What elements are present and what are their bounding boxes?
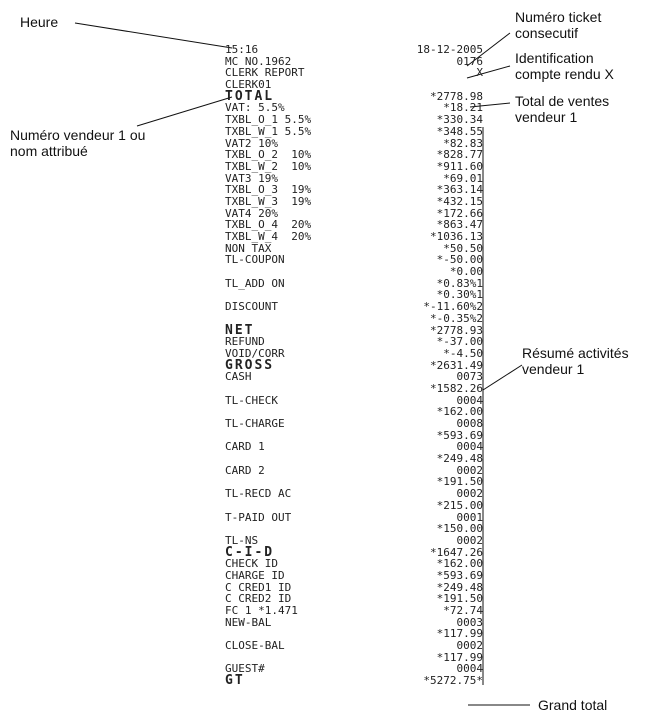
receipt-line-value: *1647.26 xyxy=(430,545,483,559)
receipt-line-value: 0073 xyxy=(456,370,483,384)
receipt-line xyxy=(225,266,483,278)
receipt-line xyxy=(225,254,483,266)
receipt-line-label: GROSS xyxy=(225,357,275,373)
receipt-line-label: C-I-D xyxy=(225,544,275,560)
receipt-line-label: TXBL_O_3 19% xyxy=(225,183,312,197)
receipt-line-value: 0004 xyxy=(456,440,483,454)
receipt-line-label: TL-RECD AC xyxy=(225,487,292,501)
receipt-line-label: CARD 2 xyxy=(225,463,265,477)
label-resume-activites: Résumé activités vendeur 1 xyxy=(522,345,629,377)
receipt-line-value: *191.50 xyxy=(436,475,483,489)
receipt-line xyxy=(225,383,483,395)
receipt-line-value: 0001 xyxy=(456,510,483,524)
receipt-line xyxy=(225,570,483,582)
receipt-line-value: 0008 xyxy=(456,417,483,430)
receipt-line-label: T-PAID OUT xyxy=(225,510,292,524)
receipt-line-label: CLERK01 xyxy=(225,78,272,92)
receipt-line-label: VAT: 5.5% xyxy=(225,101,285,115)
receipt-line-value: *162.00 xyxy=(436,557,483,571)
receipt-line-value: *593.69 xyxy=(436,568,483,582)
receipt-line-label: GUEST# xyxy=(225,662,265,676)
receipt-line-label: VAT3 19% xyxy=(225,171,278,185)
receipt-line-value: *-37.00 xyxy=(436,335,483,349)
receipt-line-label: TL-COUPON xyxy=(225,253,285,267)
receipt-line-label: TXBL_O_1 5.5% xyxy=(225,113,312,127)
receipt-line xyxy=(225,44,483,56)
receipt-line xyxy=(225,357,483,373)
receipt-line-value: *215.00 xyxy=(436,498,483,512)
receipt-line-value: *50.50 xyxy=(443,241,483,255)
receipt-line-value: *2778.98 xyxy=(430,89,483,103)
receipt-line xyxy=(225,453,483,465)
receipt-line-label: TXBL_W_4 20% xyxy=(225,230,312,243)
receipt-line-value: 0004 xyxy=(456,393,483,407)
label-identification: Identification compte rendu X xyxy=(515,50,614,82)
receipt-line-value: *-11.60%2 xyxy=(423,300,483,314)
receipt-line-value: *-4.50 xyxy=(443,346,483,360)
receipt-line-value: 0002 xyxy=(456,487,483,501)
receipt-line-value: *69.01 xyxy=(443,171,483,185)
receipt-line-label: TXBL_W_2 10% xyxy=(225,159,312,173)
label-grand-total: Grand total xyxy=(538,697,608,713)
receipt-line-value: *363.14 xyxy=(436,183,483,197)
receipt-line-label: C CRED1 ID xyxy=(225,580,292,594)
receipt-line-label: TXBL_O_4 20% xyxy=(225,218,312,232)
receipt-line-value: *5272.75* xyxy=(423,674,483,688)
receipt-line-label: REFUND xyxy=(225,335,265,349)
label-numero-vendeur: Numéro vendeur 1 ou nom attribué xyxy=(10,127,146,159)
receipt-line-label: MC NO.1962 xyxy=(225,54,292,68)
receipt-line-value: 0004 xyxy=(456,662,483,676)
receipt-line-value: *82.83 xyxy=(443,136,483,150)
receipt-line-value: *1582.26 xyxy=(430,381,483,395)
receipt-line-label: C CRED2 ID xyxy=(225,592,292,606)
receipt-line-value: 0002 xyxy=(456,639,483,653)
leader-heure xyxy=(75,23,232,48)
label-total-ventes: Total de ventes vendeur 1 xyxy=(515,93,610,125)
receipt-line-value: *863.47 xyxy=(436,218,483,232)
receipt-line xyxy=(225,523,483,535)
receipt-line-label: NEW-BAL xyxy=(225,615,272,629)
receipt-line xyxy=(225,640,483,652)
receipt-line-label: DISCOUNT xyxy=(225,300,278,314)
receipt-line xyxy=(225,605,483,617)
receipt-line-value: 18-12-2005 xyxy=(416,43,483,56)
receipt-line-label: TL-CHECK xyxy=(225,393,278,407)
receipt-line-label: VAT4 20% xyxy=(225,206,278,220)
receipt-line-value: *432.15 xyxy=(436,194,483,208)
receipt-line-label: TL-CHARGE xyxy=(225,417,285,430)
receipt-line-label: CHARGE ID xyxy=(225,568,285,582)
receipt-line-value: *-50.00 xyxy=(436,253,483,267)
receipt-line-value: *162.00 xyxy=(436,405,483,419)
receipt-line-value: *0.00 xyxy=(449,265,483,279)
receipt-line-label: TL-NS xyxy=(225,533,259,547)
receipt-line-label: CARD 1 xyxy=(225,440,265,454)
receipt-line-value: *172.66 xyxy=(436,206,483,220)
receipt-line xyxy=(225,126,483,138)
receipt-line-label: GT xyxy=(225,673,245,689)
receipt-line-label: 15:16 xyxy=(225,43,259,56)
receipt-line-value: 0002 xyxy=(456,533,483,547)
receipt-line-value: *191.50 xyxy=(436,592,483,606)
receipt-line-value: *911.60 xyxy=(436,159,483,173)
receipt-line-value: *150.00 xyxy=(436,522,483,536)
receipt-line-label: VOID/CORR xyxy=(225,346,285,360)
receipt-line-value: *330.34 xyxy=(436,113,483,127)
receipt-line xyxy=(225,161,483,173)
receipt-line-value: *18.21 xyxy=(443,101,483,115)
receipt-line xyxy=(225,675,483,687)
label-heure: Heure xyxy=(20,14,59,30)
receipt-line-value: 0176 xyxy=(456,54,483,68)
leader-numero-vendeur xyxy=(137,97,232,126)
receipt-line-label: TXBL_O_2 10% xyxy=(225,148,312,162)
receipt-line-value: *1036.13 xyxy=(430,230,483,243)
receipt-line-label: NON TAX xyxy=(225,241,272,255)
receipt-line-value: *249.48 xyxy=(436,452,483,466)
receipt-line-value: *348.55 xyxy=(436,124,483,138)
receipt-line-value: 0003 xyxy=(456,615,483,629)
receipt-line-label: CLERK REPORT xyxy=(225,66,305,80)
label-numero-ticket: Numéro ticket consecutif xyxy=(515,9,602,41)
receipt-line-label: NET xyxy=(225,322,255,338)
receipt-line-value: *0.83%1 xyxy=(436,276,483,290)
receipt-line xyxy=(225,500,483,512)
receipt-line-value: *593.69 xyxy=(436,428,483,442)
receipt-line-label: TL_ADD ON xyxy=(225,276,285,290)
receipt-line-value: *249.48 xyxy=(436,580,483,594)
receipt-line xyxy=(225,196,483,208)
receipt-line-label: TXBL_W_3 19% xyxy=(225,194,312,208)
receipt-line xyxy=(225,418,483,430)
receipt-line xyxy=(225,313,483,325)
receipt-line-value: *117.99 xyxy=(436,627,483,641)
receipt-line-label: TXBL_W_1 5.5% xyxy=(225,124,312,138)
receipt-line-value: *-0.35%2 xyxy=(430,311,483,325)
receipt-line-value: *2631.49 xyxy=(430,358,483,372)
receipt-line-label: CHECK ID xyxy=(225,557,278,571)
receipt-line-label: CASH xyxy=(225,370,252,384)
receipt-printout xyxy=(225,44,483,687)
receipt-line-label: TOTAL xyxy=(225,88,275,104)
receipt-line-label: CLOSE-BAL xyxy=(225,639,285,653)
receipt-line-label: VAT2 10% xyxy=(225,136,278,150)
receipt-line xyxy=(225,231,483,243)
receipt-line-value: 0002 xyxy=(456,463,483,477)
receipt-line-value: *0.30%1 xyxy=(436,288,483,302)
leader-resume-activites xyxy=(483,365,522,390)
receipt-line-value: X xyxy=(476,66,483,80)
receipt-line-value: *117.99 xyxy=(436,650,483,664)
receipt-line-value: *72.74 xyxy=(443,604,483,617)
receipt-line-value: *2778.93 xyxy=(430,323,483,337)
receipt-line-label: FC 1 *1.471 xyxy=(225,604,298,617)
receipt-line-value: *828.77 xyxy=(436,148,483,162)
